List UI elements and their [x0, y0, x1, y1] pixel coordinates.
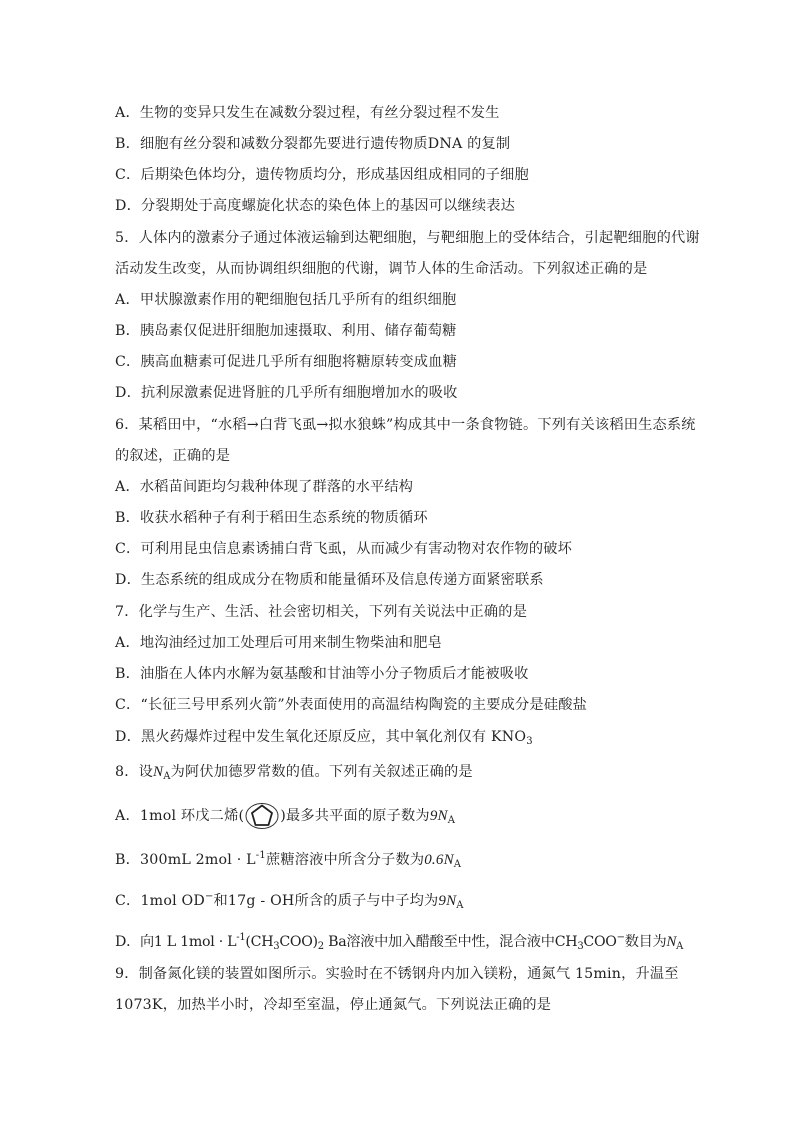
q9-stem-line2: 1073K，加热半小时，冷却至室温，停止通氮气。下列说法正确的是 — [115, 997, 552, 1013]
q8-avogadro-subscript: A — [163, 771, 171, 782]
q7-option-d-subscript: 3 — [526, 736, 533, 747]
q8-option-b-label: B． — [115, 852, 141, 868]
q8-option-d-formula-sub2: 2 — [317, 941, 324, 952]
q8-option-d-ion-sub3: 3 — [577, 941, 584, 952]
q5-option-a: A．甲状腺激素作用的靶细胞包括几乎所有的组织细胞 — [115, 292, 457, 308]
q6-stem-line1: 6．某稻田中，“水稻→白背飞虱→拟水狼蛛”构成其中一条食物链。下列有关该稻田生态系统 — [115, 417, 696, 433]
q7-option-d — [115, 727, 533, 752]
q8-option-a-value: 9N — [429, 808, 448, 824]
q8-option-b — [115, 846, 461, 875]
q4-option-a: A．生物的变异只发生在减数分裂过程，有丝分裂过程不发生 — [115, 105, 500, 121]
q8-option-d-text: 溶液中加入醋酸至中性，混合液中 — [346, 934, 555, 950]
q8-stem — [115, 762, 473, 787]
q8-stem-suffix: 为阿伏加德罗常数的值。下列有关叙述正确的是 — [170, 764, 473, 780]
q6-option-a: A．水稻苗间距均匀栽种体现了群落的水平结构 — [115, 479, 414, 495]
q8-option-c — [115, 887, 464, 916]
q7-stem: 7．化学与生产、生活、社会密切相关，下列有关说法中正确的是 — [115, 604, 528, 620]
q4-option-c: C．后期染色体均分，遗传物质均分，形成基因组成相同的子细胞 — [115, 167, 529, 183]
q5-stem-line1: 5．人体内的激素分子通过体液运输到达靶细胞，与靶细胞上的受体结合，引起靶细胞的代谢 — [115, 230, 700, 246]
q8-option-c-and: 和 — [213, 893, 228, 909]
q6-stem-line2: 的叙述，正确的是 — [115, 448, 231, 464]
q8-option-c-amount: 1mol OD — [140, 893, 205, 909]
q6-option-d: D．生态系统的组成成分在物质和能量循环及信息传递方面紧密联系 — [115, 572, 544, 588]
q8-option-b-value: 0.6N — [424, 852, 454, 868]
q8-option-d-label: D．向 — [115, 934, 154, 950]
q4-option-d: D．分裂期处于高度螺旋化状态的染色体上的基因可以继续表达 — [115, 198, 516, 214]
q8-option-c-subscript: A — [456, 900, 464, 911]
q8-option-a-subscript: A — [447, 815, 456, 826]
q8-option-b-subscript: A — [453, 859, 462, 870]
q5-option-b: B．胰岛素仅促进肝细胞加速摄取、利用、储存葡萄糖 — [115, 323, 457, 339]
q8-option-b-text: 蔗糖溶液中所含分子数为 — [265, 852, 425, 868]
q8-option-a — [115, 801, 455, 836]
q8-option-d-ion-a: CH — [554, 934, 578, 950]
q5-option-c: C．胰高血糖素可促进几乎所有细胞将糖原转变成血糖 — [115, 354, 457, 370]
q6-option-c: C．可利用昆虫信息素诱捕白背飞虱，从而减少有害动物对农作物的破坏 — [115, 541, 573, 557]
q8-option-d-exponent: -1 — [236, 932, 246, 943]
q5-option-d: D．抗利尿激素促进肾脏的几乎所有细胞增加水的吸收 — [115, 385, 458, 401]
q8-avogadro-symbol: N — [153, 764, 164, 780]
q7-option-a: A．地沟油经过加工处理后可用来制生物柴油和肥皂 — [115, 635, 442, 651]
q7-option-d-text: D．黑火药爆炸过程中发生氧化还原反应，其中氧化剂仅有 KNO — [115, 729, 527, 745]
q8-option-d — [115, 928, 683, 957]
cyclopentadiene-structure-icon — [245, 802, 279, 830]
q8-option-d-amount: 1 L 1mol · L — [153, 934, 237, 950]
q8-option-a-label: A． — [115, 808, 140, 824]
q6-option-b: B．收获水稻种子有利于稻田生态系统的物质循环 — [115, 510, 428, 526]
q8-option-d-barium: Ba — [323, 934, 347, 950]
q8-option-d-value: N — [666, 934, 677, 950]
q8-option-d-count: 数目为 — [624, 934, 667, 950]
q8-option-c-label: C． — [115, 893, 141, 909]
q8-option-d-formula-sub3: 3 — [273, 941, 280, 952]
q7-option-c: C．“长征三号甲系列火箭”外表面使用的高温结构陶瓷的主要成分是硅酸盐 — [115, 697, 587, 713]
q8-option-d-ion-charge: − — [616, 932, 625, 943]
q8-option-a-rest: )最多共平面的原子数为 — [280, 808, 430, 824]
q8-option-d-ion-b: COO — [583, 934, 617, 950]
q9-stem-line1: 9．制备氮化镁的装置如图所示。实验时在不锈钢舟内加入镁粉，通氮气 15min，升温至 — [115, 966, 679, 982]
q8-option-c-mass: 17g - OH — [227, 893, 295, 909]
q7-option-b: B．油脂在人体内水解为氨基酸和甘油等小分子物质后才能被吸收 — [115, 666, 529, 682]
q8-option-b-amount: 300mL 2mol · L — [140, 852, 256, 868]
q8-option-b-exponent: -1 — [255, 850, 266, 861]
q5-stem-line2: 活动发生改变，从而协调组织细胞的代谢，调节人体的生命活动。下列叙述正确的是 — [115, 261, 648, 277]
q8-option-c-value: 9N — [438, 893, 457, 909]
q8-option-c-charge: − — [204, 891, 214, 902]
q4-option-b: B．细胞有丝分裂和减数分裂都先要进行遗传物质DNA 的复制 — [115, 136, 511, 152]
q8-option-c-text: 所含的质子与中子均为 — [294, 893, 439, 909]
q8-stem-prefix: 8．设 — [115, 764, 154, 780]
q8-option-a-text: 1mol 环戊二烯( — [139, 808, 245, 824]
q8-option-d-subscript: A — [676, 941, 684, 952]
q8-option-d-formula-a: (CH — [245, 934, 274, 950]
q8-option-d-formula-b: COO) — [279, 934, 318, 950]
